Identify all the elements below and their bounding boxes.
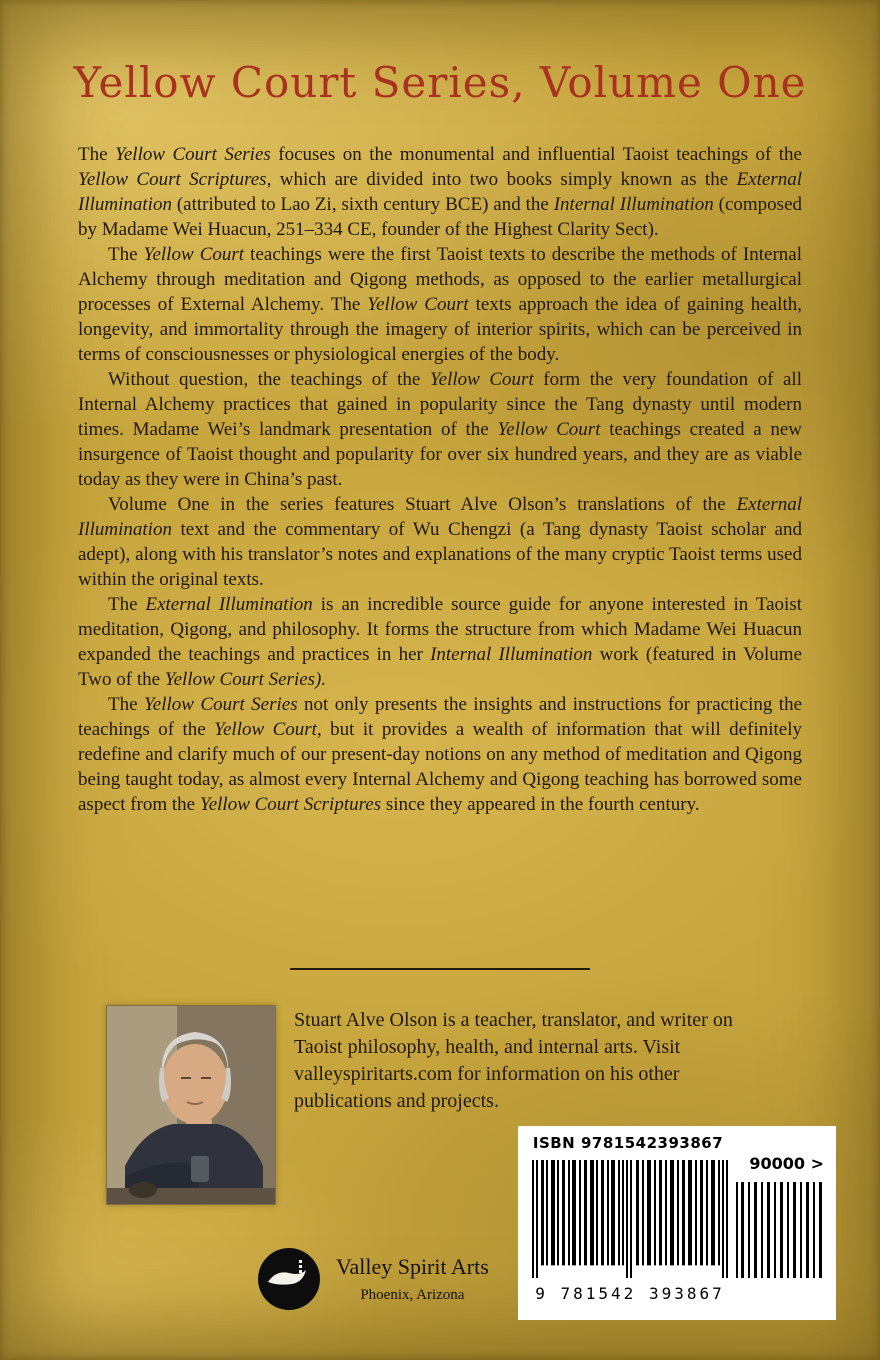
publisher-text <box>336 1254 489 1304</box>
barcode-price-code: 90000 > <box>749 1154 824 1173</box>
barcode-digits: 9 781542 393867 <box>535 1284 725 1303</box>
barcode-panel <box>518 1126 836 1320</box>
author-bio: Stuart Alve Olson is a teacher, translator, and writer on Taoist philosophy, health, and internal arts. Visit valleyspiritarts.com for information on his other publications and projects. <box>294 1009 733 1112</box>
divider <box>290 968 590 970</box>
paragraph: Volume One in the series features Stuart Alve Olson’s translations of the External Illumination text and the commentary of Wu Chengzi (a Tang dynasty Taoist scholar and adept), along with his translator’s notes and explanations of the many cryptic Taoist terms used within the original texts. <box>78 494 802 590</box>
publisher-block <box>256 1246 489 1312</box>
publisher-location: Phoenix, Arizona <box>360 1287 465 1303</box>
publisher-name: Valley Spirit Arts <box>336 1254 489 1279</box>
valley-spirit-arts-logo-icon <box>256 1246 322 1312</box>
isbn-label: ISBN 9781542393867 <box>532 1134 724 1152</box>
series-title: Yellow Court Series, Volume One <box>73 58 807 107</box>
paragraph: The External Illumination is an incredible source guide for anyone interested in Taoist meditation, Qigong, and philosophy. It forms the structure from which Madame Wei Huacun expanded the teachings and practices in her Internal Illumination work (featured in Volume Two of the Yellow Court Series). <box>78 594 803 690</box>
paragraph: The Yellow Court teachings were the first Taoist texts to describe the methods of Internal Alchemy through meditation and Qigong methods, as opposed to the earlier metallurgical processes of External Alchemy. The Yellow Court texts approach the idea of gaining health, longevity, and immortality through the imagery of interior spirits, which can be perceived in terms of consciousnesses or physiological energies of the body. <box>78 244 802 365</box>
author-photo <box>106 1005 276 1205</box>
supplement-barcode-icon <box>736 1182 824 1278</box>
description <box>78 142 802 817</box>
paragraph: Without question, the teachings of the Yellow Court form the very foundation of all Internal Alchemy practices that gained in popularity since the Tang dynasty until modern times. Madame Wei’s landmark presentation of the Yellow Court teachings created a new insurgence of Taoist thought and popularity for over six hundred years, and they are as viable today as they were in China’s past. <box>78 369 802 490</box>
paragraph: The Yellow Court Series not only presents the insights and instructions for practicing the teachings of the Yellow Court, but it provides a wealth of information that will definitely redefine and clarify much of our present-day notions on any method of meditation and Qigong being taught today, as almost every Internal Alchemy and Qigong teaching has borrowed some aspect from the Yellow Court Scriptures since they appeared in the fourth century. <box>78 694 803 815</box>
ean-barcode-icon <box>532 1160 728 1278</box>
paragraph: The Yellow Court Series focuses on the monumental and influential Taoist teachings of the Yellow Court Scriptures, which are divided into two books simply known as the External Illumination (attributed to Lao Zi, sixth century BCE) and the Internal Illumination (composed by Madame Wei Huacun, 251–334 CE, founder of the Highest Clarity Sect). <box>78 144 803 240</box>
